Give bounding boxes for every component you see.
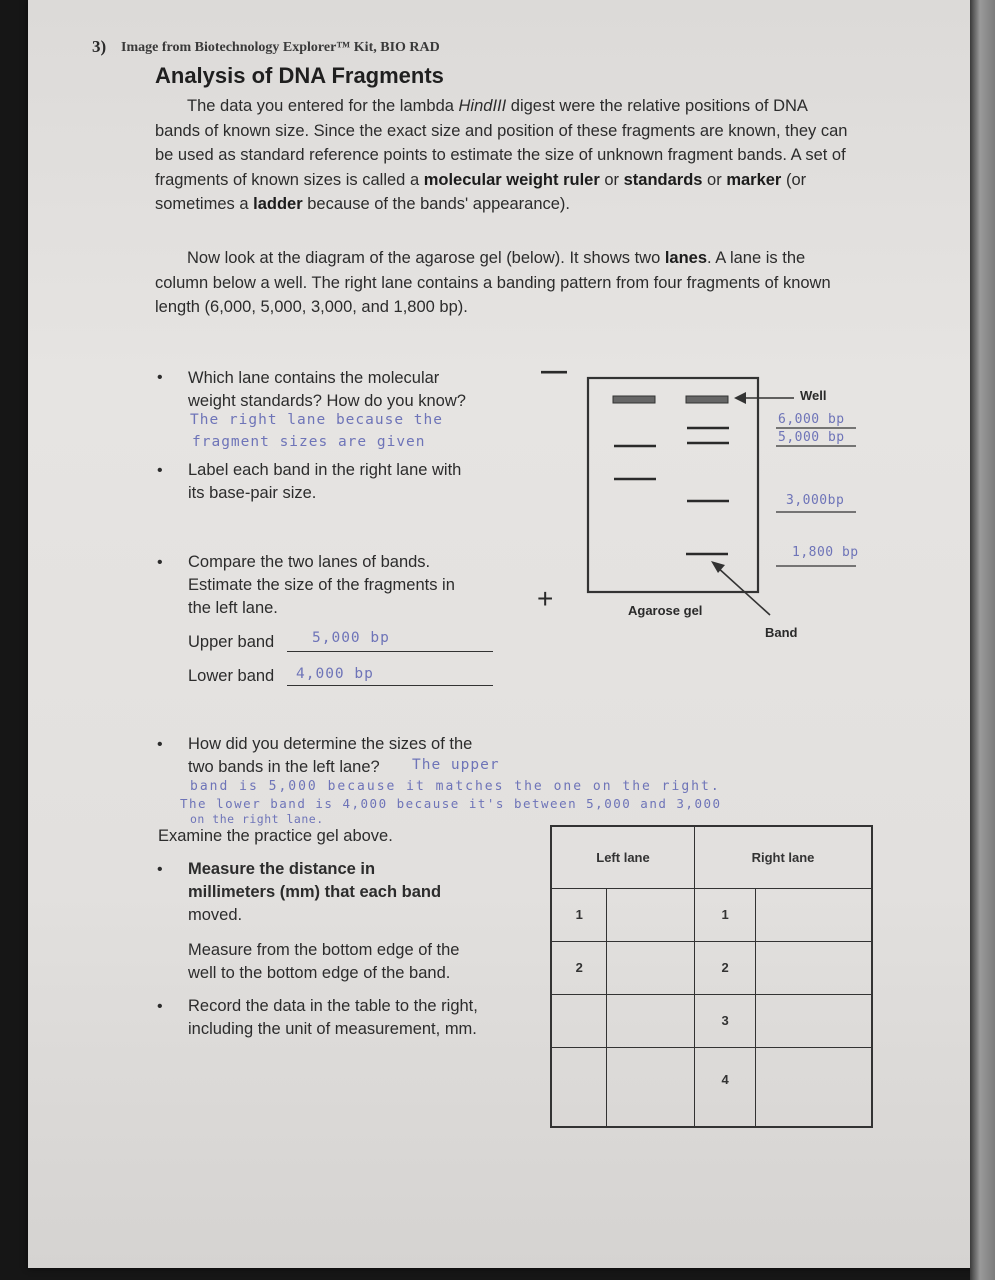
upper-band-label: Upper band (188, 633, 275, 651)
band-size-6000: 6,000 bp (778, 412, 845, 427)
agarose-gel-box (588, 378, 758, 592)
measure-from-line2: well to the bottom edge of the band. (188, 964, 451, 982)
right-lane-row-number: 3 (695, 994, 756, 1047)
question-4-line2: two bands in the left lane? (188, 758, 380, 776)
para1-text: digest were the relative positions of DNA bands of known size. Since the exact size and position of these fragments are known, they can be used as standard reference points to estimate the size of unknown fragment bands. A set of fragments of known sizes is called a (155, 97, 848, 189)
left-lane-row-number (551, 994, 607, 1047)
para2-text: . A lane is the column below a well. The right lane contains a banding pattern from four fragments of known length (6,000, 5,000, 3,000, and 1,800 bp). (155, 249, 831, 316)
well-pointer-arrowhead (734, 392, 746, 404)
band-label: Band (765, 625, 798, 640)
measure-from-line1: Measure from the bottom edge of the (188, 941, 460, 959)
band-size-3000: 3,000bp (786, 493, 845, 508)
measure-line3: moved. (188, 906, 243, 924)
lower-band-label: Lower band (188, 667, 275, 685)
answer-4-line3: The lower band is 4,000 because it's between 5,000 and 3,000 (180, 796, 722, 811)
term-standards: standards (623, 170, 703, 189)
right-lane-distance-cell[interactable] (756, 888, 872, 941)
question-2-line1: Label each band in the right lane with (188, 461, 462, 479)
record-line2: including the unit of measurement, mm. (188, 1020, 477, 1038)
question-3-line1: Compare the two lanes of bands. (188, 553, 431, 571)
para2-text: Now look at the diagram of the agarose gel (below). It shows two (187, 249, 665, 267)
band-size-1800: 1,800 bp (792, 545, 859, 560)
term-marker: marker (726, 170, 782, 189)
measure-line1: Measure the distance in (188, 860, 376, 878)
left-lane-header: Left lane (551, 826, 695, 888)
term-lanes: lanes (664, 249, 708, 267)
question-3-line2: Estimate the size of the fragments in (188, 576, 455, 594)
answer-4-line4: on the right lane. (190, 812, 324, 826)
left-lane-row-number (551, 1047, 607, 1127)
bullet-dot: • (157, 736, 163, 753)
upper-band-answer: 5,000 bp (312, 630, 390, 646)
positive-electrode-sign: + (537, 583, 554, 614)
page-title: Analysis of DNA Fragments (155, 63, 444, 88)
agarose-gel-label: Agarose gel (628, 603, 703, 618)
answer-4-line2: band is 5,000 because it matches the one on the right. (190, 779, 721, 794)
examine-instruction: Examine the practice gel above. (158, 827, 393, 845)
right-lane-header: Right lane (695, 826, 873, 888)
right-lane-distance-cell[interactable] (756, 941, 872, 994)
answer-1-line2: fragment sizes are given (192, 434, 426, 450)
right-lane-distance-cell[interactable] (756, 994, 872, 1047)
left-lane-row-number: 2 (551, 941, 607, 994)
para1-text: (or sometimes a (155, 170, 807, 213)
right-lane-distance-cell[interactable] (756, 1047, 872, 1127)
left-well (613, 396, 655, 403)
question-4-line1: How did you determine the sizes of the (188, 735, 473, 753)
left-lane-distance-cell[interactable] (607, 994, 695, 1047)
bullet-dot: • (157, 554, 163, 571)
band-size-5000: 5,000 bp (778, 430, 845, 445)
question-1-line1: Which lane contains the molecular (188, 369, 440, 387)
band-pointer-line (716, 566, 770, 615)
term-molecular-weight-ruler: molecular weight ruler (423, 170, 600, 189)
term-ladder: ladder (253, 195, 303, 213)
right-lane-row-number: 1 (695, 888, 756, 941)
measurement-table (550, 825, 873, 1128)
left-lane-distance-cell[interactable] (607, 888, 695, 941)
left-lane-distance-cell[interactable] (607, 1047, 695, 1127)
right-well (686, 396, 728, 403)
answer-4-line1: The upper (412, 757, 500, 773)
para1-text: or (599, 170, 624, 189)
para1-text: The data you entered for the lambda (187, 97, 459, 115)
right-lane-row-number: 2 (695, 941, 756, 994)
negative-electrode-sign: — (541, 355, 567, 385)
question-2-line2: its base-pair size. (188, 484, 317, 502)
para1-text: because of the bands' appearance). (302, 195, 570, 213)
question-1-line2: weight standards? How do you know? (188, 392, 466, 410)
bullet-dot: • (157, 369, 163, 386)
lower-band-answer: 4,000 bp (296, 666, 374, 682)
bullet-dot: • (157, 462, 163, 479)
record-line1: Record the data in the table to the right, (188, 997, 478, 1015)
image-source: Image from Biotechnology Explorer™ Kit, BIO RAD (121, 40, 440, 55)
measure-line2: millimeters (mm) that each band (188, 883, 442, 901)
answer-1-line1: The right lane because the (190, 412, 443, 428)
left-lane-distance-cell[interactable] (607, 941, 695, 994)
question-3-line3: the left lane. (188, 599, 278, 617)
enzyme-name: HindIII (458, 97, 507, 115)
well-label: Well (800, 388, 827, 403)
para1-text: or (702, 170, 727, 189)
bullet-dot: • (157, 861, 163, 878)
question-number: 3) (92, 37, 107, 56)
bullet-dot: • (157, 998, 163, 1015)
left-lane-row-number: 1 (551, 888, 607, 941)
right-lane-row-number: 4 (695, 1047, 756, 1127)
